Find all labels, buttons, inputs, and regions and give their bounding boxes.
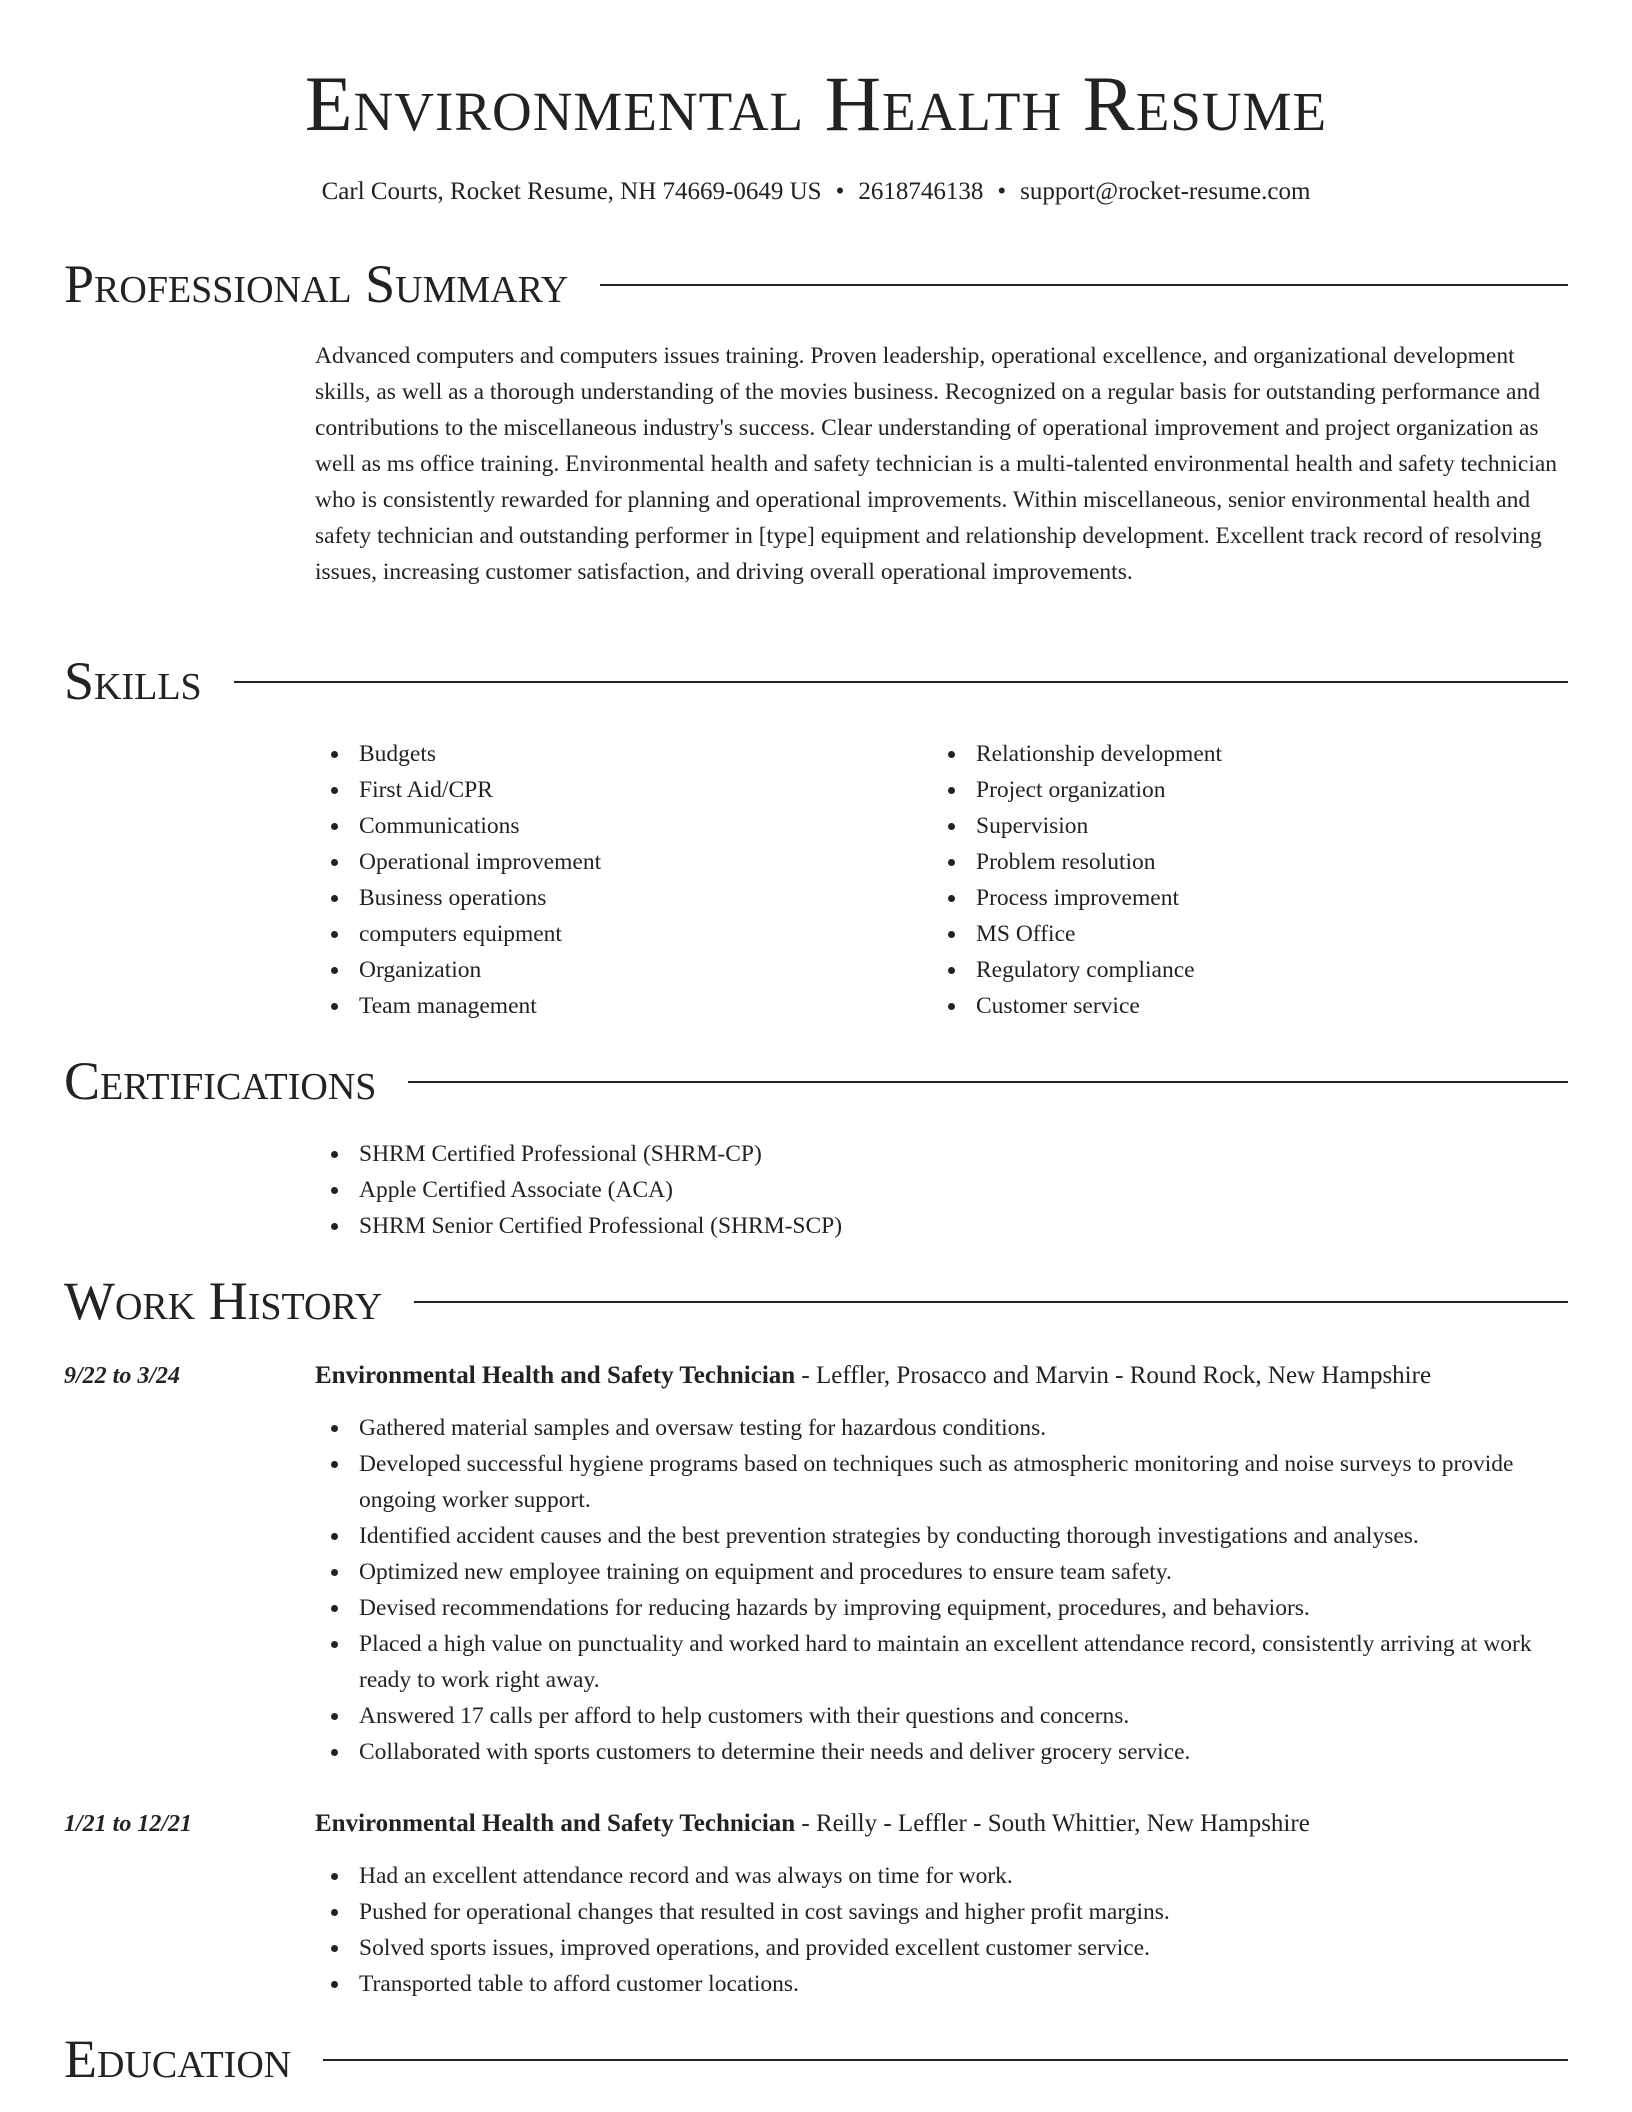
skill-item: Budgets bbox=[315, 736, 915, 772]
contact-email: support@rocket-resume.com bbox=[1020, 178, 1311, 205]
skill-item: Team management bbox=[315, 988, 915, 1024]
job-bullet: Devised recommendations for reducing hazards by improving equipment, procedures, and behaviors. bbox=[315, 1590, 1575, 1626]
skills-column-right bbox=[932, 736, 1572, 1024]
job-bullet: Had an excellent attendance record and was always on time for work. bbox=[315, 1858, 1575, 1894]
job-bullet-list bbox=[315, 1858, 1575, 2002]
section-heading-certifications bbox=[64, 1052, 1568, 1110]
contact-line bbox=[0, 176, 1632, 208]
skills-list-left bbox=[315, 736, 915, 1024]
job-bullet: Developed successful hygiene programs based on techniques such as atmospheric monitoring and noise surveys to provide ongoing worker support. bbox=[315, 1446, 1575, 1518]
job-bullet: Placed a high value on punctuality and worked hard to maintain an excellent attendance record, consistently arriving at work ready to work right away. bbox=[315, 1626, 1575, 1698]
job-bullet: Solved sports issues, improved operations, and provided excellent customer service. bbox=[315, 1930, 1575, 1966]
section-divider bbox=[408, 1081, 1568, 1083]
section-title: Professional Summary bbox=[64, 254, 569, 314]
certifications-list bbox=[315, 1136, 842, 1244]
section-divider bbox=[323, 2059, 1568, 2061]
job-bullet: Answered 17 calls per afford to help customers with their questions and concerns. bbox=[315, 1698, 1575, 1734]
skill-item: Problem resolution bbox=[932, 844, 1572, 880]
skills-list-right bbox=[932, 736, 1572, 1024]
job-bullet-list bbox=[315, 1410, 1575, 1770]
job-bullets bbox=[315, 1858, 1575, 2002]
skill-item: computers equipment bbox=[315, 916, 915, 952]
contact-separator: • bbox=[835, 178, 845, 205]
skill-item: Organization bbox=[315, 952, 915, 988]
skill-item: Regulatory compliance bbox=[932, 952, 1572, 988]
job-details: - Leffler, Prosacco and Marvin - Round Rock, New Hampshire bbox=[795, 1362, 1432, 1389]
skill-item: Business operations bbox=[315, 880, 915, 916]
job-title-line bbox=[315, 1360, 1431, 1392]
section-divider bbox=[600, 284, 1568, 286]
skill-item: Communications bbox=[315, 808, 915, 844]
contact-address: Carl Courts, Rocket Resume, NH 74669-0649 US bbox=[321, 178, 822, 205]
job-bullet: Identified accident causes and the best prevention strategies by conducting thorough investigations and analyses. bbox=[315, 1518, 1575, 1554]
job-title: Environmental Health and Safety Technician bbox=[315, 1810, 796, 1837]
certification-item: SHRM Certified Professional (SHRM-CP) bbox=[315, 1136, 842, 1172]
section-heading-skills bbox=[64, 652, 1568, 710]
job-bullet: Transported table to afford customer locations. bbox=[315, 1966, 1575, 2002]
skill-item: Operational improvement bbox=[315, 844, 915, 880]
skill-item: Relationship development bbox=[932, 736, 1572, 772]
contact-phone: 2618746138 bbox=[858, 178, 984, 205]
resume-title: Environmental Health Resume bbox=[304, 60, 1328, 147]
job-title: Environmental Health and Safety Technician bbox=[315, 1362, 796, 1389]
job-bullet: Pushed for operational changes that resulted in cost savings and higher profit margins. bbox=[315, 1894, 1575, 1930]
job-details: - Reilly - Leffler - South Whittier, New Hampshire bbox=[795, 1810, 1310, 1837]
certification-item: SHRM Senior Certified Professional (SHRM-SCP) bbox=[315, 1208, 842, 1244]
section-title: Skills bbox=[64, 651, 202, 711]
skill-item: Customer service bbox=[932, 988, 1572, 1024]
skill-item: Project organization bbox=[932, 772, 1572, 808]
job-bullet: Gathered material samples and oversaw testing for hazardous conditions. bbox=[315, 1410, 1575, 1446]
certifications-block bbox=[315, 1136, 842, 1244]
contact-separator: • bbox=[997, 178, 1007, 205]
skills-column-left bbox=[315, 736, 915, 1024]
certification-item: Apple Certified Associate (ACA) bbox=[315, 1172, 842, 1208]
skill-item: First Aid/CPR bbox=[315, 772, 915, 808]
job-dates: 9/22 to 3/24 bbox=[64, 1363, 181, 1389]
section-heading-summary bbox=[64, 255, 1568, 313]
job-bullet: Collaborated with sports customers to determine their needs and deliver grocery service. bbox=[315, 1734, 1575, 1770]
job-dates: 1/21 to 12/21 bbox=[64, 1811, 193, 1837]
job-bullet: Optimized new employee training on equipment and procedures to ensure team safety. bbox=[315, 1554, 1575, 1590]
section-title: Certifications bbox=[64, 1051, 377, 1111]
section-heading-education bbox=[64, 2030, 1568, 2088]
job-bullets bbox=[315, 1410, 1575, 1770]
section-divider bbox=[414, 1301, 1568, 1303]
section-title: Work History bbox=[64, 1271, 383, 1331]
skill-item: Supervision bbox=[932, 808, 1572, 844]
section-divider bbox=[234, 681, 1568, 683]
skill-item: MS Office bbox=[932, 916, 1572, 952]
section-title: Education bbox=[64, 2029, 292, 2089]
summary-text: Advanced computers and computers issues training. Proven leadership, operational excellence, and organizational development skills, as well as a thorough understanding of the movies business. Recognized on a regular basis for outstanding performance and contributions to the miscellaneous industry's success. Clear understanding of operational improvement and project organization as well as ms office training. Environmental health and safety technician is a multi-talented environmental health and safety technician who is consistently rewarded for planning and operational improvements. Within miscellaneous, senior environmental health and safety technician and outstanding performer in [type] equipment and relationship development. Excellent track record of resolving issues, increasing customer satisfaction, and driving overall operational improvements. bbox=[315, 343, 1558, 585]
skill-item: Process improvement bbox=[932, 880, 1572, 916]
job-title-line bbox=[315, 1808, 1310, 1840]
section-heading-work-history bbox=[64, 1272, 1568, 1330]
